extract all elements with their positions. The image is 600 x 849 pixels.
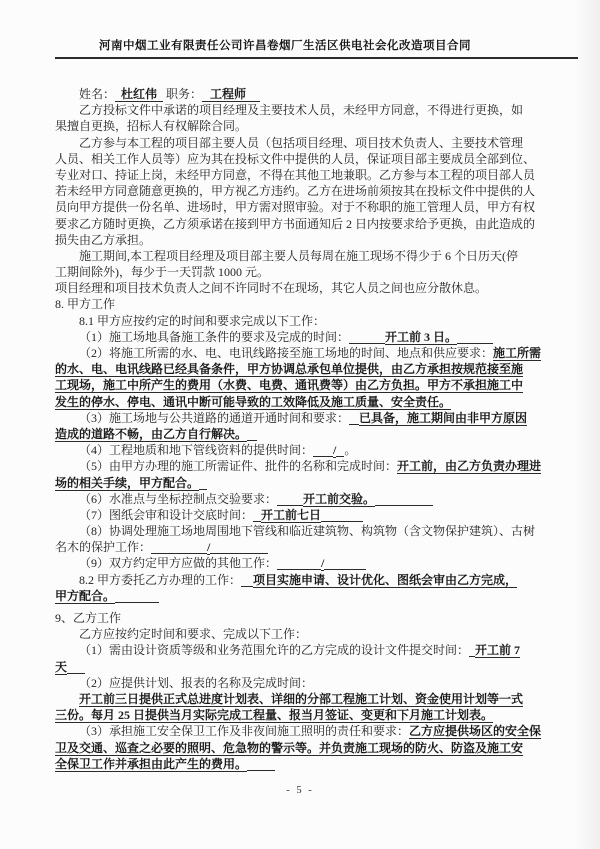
document-line <box>55 426 545 442</box>
blank-underline <box>115 588 159 603</box>
blank-underline <box>241 572 253 587</box>
text-segment: 8.1 甲方应按约定的时间和要求完成以下工作： <box>79 313 326 328</box>
document-line <box>55 588 545 604</box>
text-segment: 乙方参与本工程的项目部主要人员（包括项目经理、项目技术负责人、主要技术管理 <box>79 135 524 150</box>
blank-underline <box>321 507 363 522</box>
text-segment: 乙方应按约定时间和要求、完成以下工作： <box>79 627 308 642</box>
page-title: 河南中烟工业有限责任公司许昌卷烟厂生活区供电社会化改造项目合同 <box>99 40 471 52</box>
text-segment: 乙方投标文件中承诺的项目经理及主要技术人员，未经甲方同意，不得进行更换，如 <box>79 103 524 118</box>
document-line <box>55 151 545 167</box>
document-body <box>0 86 600 772</box>
text-segment: 工期间除外)，每少于一天罚款 1000 元。 <box>55 265 269 280</box>
document-line <box>55 313 545 329</box>
text-segment: 损失由乙方承担。 <box>55 232 152 247</box>
blank-underline <box>210 539 268 554</box>
document-line <box>55 86 545 102</box>
document-line <box>55 248 545 264</box>
document-line <box>55 475 545 491</box>
text-segment: 果擅自更换，招标人有权解除合同。 <box>55 119 248 134</box>
document-line <box>55 523 545 539</box>
document-line <box>55 675 545 691</box>
blank-underline <box>247 426 257 441</box>
document-line <box>55 118 545 134</box>
text-segment: （1）需由设计资质等级和业务范围允许的乙方完成的设计文件提交时间： <box>79 643 470 658</box>
text-segment: （5）由甲方办理的施工所需证件、批件的名称和完成时间： <box>79 459 398 474</box>
document-line <box>55 102 545 118</box>
document-line <box>55 377 545 393</box>
document-line <box>55 610 545 626</box>
document-line <box>55 167 545 183</box>
blank-underline <box>277 491 303 506</box>
fill-in-text: 工现场，施工中所产生的费用（水费、电费、通讯费等）由乙方负担。甲方不承担施工中 <box>55 378 524 393</box>
fill-in-text: 的水、电、电讯线路已经具备条件，甲方协调总承包单位提供，由乙方承担按规范接至施 <box>55 362 524 377</box>
fill-in-text: 乙方应提供场区的安全保 <box>409 724 542 739</box>
text-segment: 名木的保护工作： <box>55 540 152 555</box>
document-line <box>55 740 545 756</box>
blank-underline <box>67 659 85 674</box>
document-line <box>55 264 545 280</box>
text-segment: 专业对口、持证上岗，未经甲方同意，不得在其他工地兼职。乙方参与本工程的项目部人员 <box>55 167 536 182</box>
text-segment: 职务： <box>163 87 203 101</box>
text-segment: （6）水准点与坐标控制点交验要求： <box>79 491 278 506</box>
text-segment: 要求乙方随时更换，乙方须承诺在接到甲方书面通知后 2 日内按要求给予更换，由此造成的 <box>55 216 536 231</box>
blank-underline <box>247 756 275 771</box>
text-segment: 。 <box>344 443 357 458</box>
blank-underline <box>375 491 433 506</box>
document-line <box>55 442 545 458</box>
document-line <box>55 345 545 361</box>
document-line <box>55 626 545 642</box>
blank-underline <box>151 539 207 554</box>
document-line <box>55 296 545 312</box>
fill-in-text: 已具备，施工期间由非甲方原因 <box>359 410 528 425</box>
fill-in-text: 杜红伟 <box>115 87 163 102</box>
blank-underline <box>349 410 359 425</box>
fill-in-text: 天 <box>55 659 68 674</box>
document-line <box>55 572 545 588</box>
fill-in-text: 全保卫工作并承担由此产生的费用。 <box>55 756 248 771</box>
document-line <box>55 183 545 199</box>
fill-in-text: 开工前 3 日。 <box>385 329 458 344</box>
text-segment: 9、乙方工作 <box>55 611 122 625</box>
document-line <box>55 756 545 772</box>
text-segment: （2）将施工所需的水、电、电讯线路接至施工场地的时间、地点和供应要求： <box>79 346 494 360</box>
document-line <box>55 394 545 410</box>
fill-in-text: / <box>333 443 337 458</box>
fill-in-text: 场的相关手续，甲方配合。 <box>55 475 200 490</box>
fill-in-text: 甲方配合。 <box>55 588 116 603</box>
blank-underline <box>349 329 385 344</box>
document-line <box>55 659 545 675</box>
document-line <box>55 329 545 345</box>
text-segment: 姓名： <box>79 87 116 101</box>
document-line <box>55 458 545 474</box>
fill-in-text: 造成的道路不畅，由乙方自行解决。 <box>55 426 248 441</box>
text-segment: （7）图纸会审和设计交底时间： <box>79 507 254 522</box>
document-line <box>55 491 545 507</box>
fill-in-text: 开工前七日 <box>261 507 322 522</box>
fill-in-text: / <box>321 556 325 571</box>
text-segment: 项目经理和项目技术负责人之间不许同时不在现场，其它人员之间也应分散休息。 <box>55 281 488 296</box>
blank-underline <box>199 475 207 490</box>
text-segment: 员向甲方提供一份名单、进场时，甲方需对照审验。对于不称职的施工管理人员，甲方有权 <box>55 200 536 215</box>
document-line <box>55 199 545 215</box>
document-line <box>55 507 545 523</box>
fill-in-text: 开工前交验。 <box>303 491 376 506</box>
blank-underline <box>457 329 493 344</box>
fill-in-text: 施工所需 <box>493 346 542 360</box>
document-line <box>55 216 545 232</box>
fill-in-text: 开工前三日提供正式总进度计划表、详细的分部工程施工计划、资金使用计划等一式 <box>79 691 524 706</box>
document-line <box>55 723 545 739</box>
fill-in-text: 项目实施申请、设计优化、图纸会审由乙方完成， <box>253 572 518 587</box>
fill-in-text: 卫及交通、巡查之必要的照明、危急物的警示等。并负责施工现场的防火、防盗及施工安 <box>55 740 524 755</box>
text-segment: 8.2 甲方委托乙方办理的工作： <box>79 572 242 587</box>
document-line <box>55 555 545 571</box>
text-segment: 8. 甲方工作 <box>55 297 116 312</box>
fill-in-text: / <box>207 540 211 555</box>
blank-underline <box>324 555 366 570</box>
text-segment: （4）工程地质和地下管线资料的提供时间： <box>79 443 314 458</box>
document-line <box>55 642 545 658</box>
text-segment: （3）施工场地与公共道路的通道开通时间和要求： <box>79 410 350 425</box>
document-line <box>55 410 545 426</box>
title-rule <box>55 57 578 59</box>
document-line <box>55 691 545 707</box>
document-line <box>55 361 545 377</box>
fill-in-text: 三份。每月 25 日提供当月实际完成工程量、报当月签证、变更和下月施工计划表。 <box>55 708 494 723</box>
document-line <box>55 707 545 723</box>
document-line <box>55 539 545 555</box>
text-segment: （9）双方约定甲方应做的其他工作： <box>79 556 278 571</box>
text-segment: 若未经甲方同意随意更换的，甲方视乙方违约。乙方在进场前须按其在投标文件中提供的人 <box>55 184 536 199</box>
document-line <box>55 232 545 248</box>
fill-in-text: 工程师 <box>202 87 260 102</box>
fill-in-text: 开工前，由乙方负责办理进 <box>397 459 542 474</box>
fill-in-text: 发生的停水、停电、通讯中断可能导致的工效降低及施工质量、安全责任。 <box>55 394 452 409</box>
blank-underline <box>277 555 321 570</box>
text-segment: （8）协调处理施工场地周围地下管线和临近建筑物、构筑物（含文物保护建筑）、古树 <box>79 524 536 539</box>
document-line <box>55 135 545 151</box>
blank-underline <box>313 442 333 457</box>
blank-underline <box>253 507 261 522</box>
document-line <box>55 280 545 296</box>
fill-in-text: 开工前 7 <box>475 643 521 658</box>
text-segment: 人员、相关工作人员等）应为其在投标文件中提供的人员，保证项目部主要成员全部到位、 <box>55 151 536 166</box>
page-number: - 5 - <box>286 784 314 796</box>
text-segment: （2）应提供计划、报表的名称及完成时间： <box>79 675 314 690</box>
text-segment: （3）承担施工安全保卫工作及非夜间施工照明的责任和要求： <box>79 724 410 739</box>
text-segment: （1）施工场地具备施工条件的要求及完成的时间： <box>79 329 350 344</box>
text-segment: 施工期间,本工程项目经理及项目部主要人员每周在施工现场不得少于 6 个日历天(停 <box>79 248 518 263</box>
